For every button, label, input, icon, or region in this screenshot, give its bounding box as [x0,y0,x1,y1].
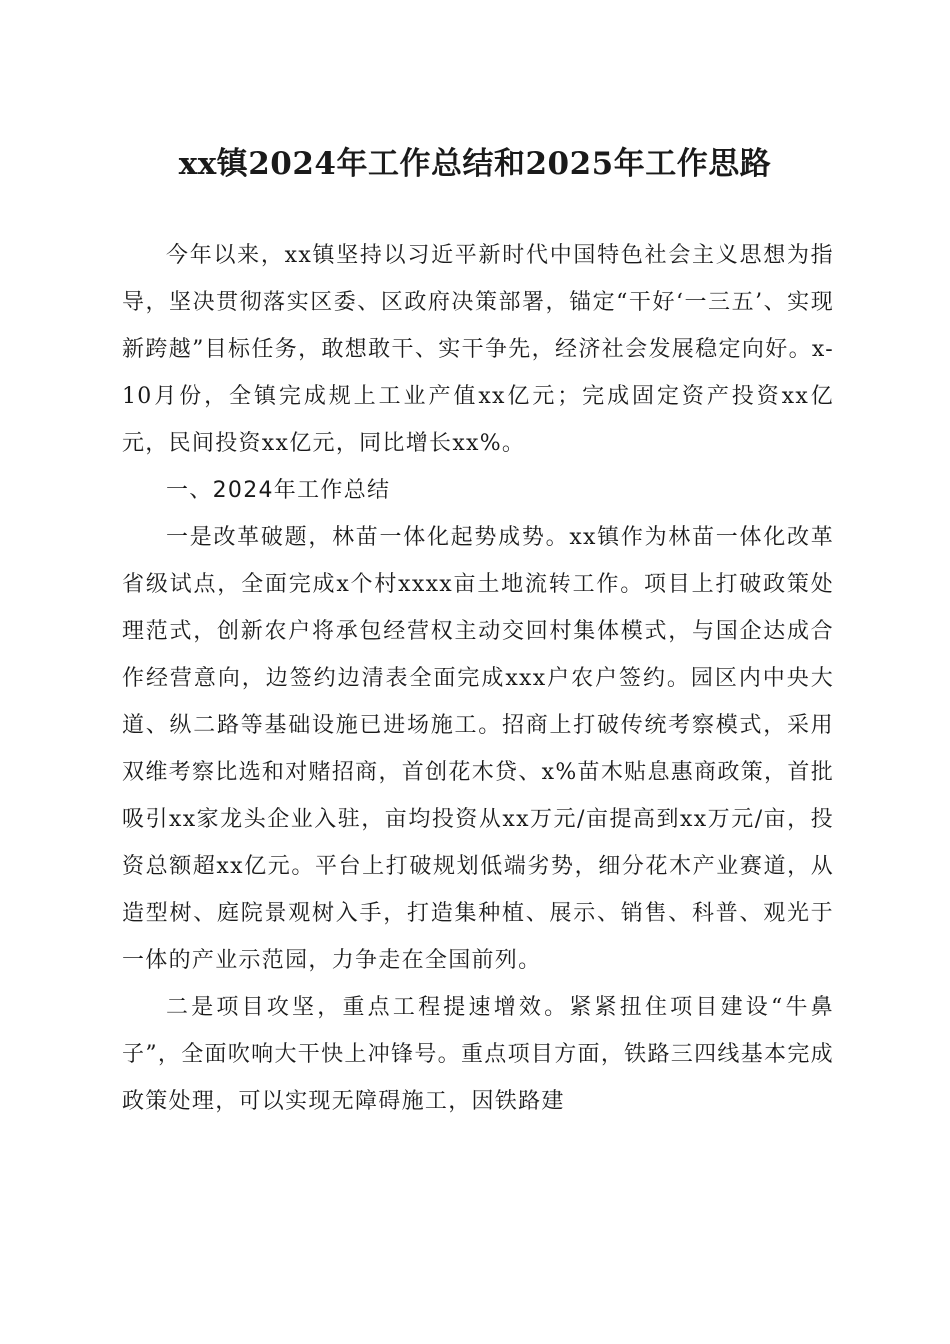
document-body [122,232,834,1125]
section-heading: 一、2024年工作总结 [166,478,391,503]
intro-paragraph: 今年以来，xx镇坚持以习近平新时代中国特色社会主义思想为指导，坚决贯彻落实区委、区政府决策部署，锚定“干好‘一三五’、实现新跨越”目标任务，敢想敢干、实干争先，经济社会发展稳定向好。x-10月份，全镇完成规上工业产值xx亿元；完成固定资产投资xx亿元，民间投资xx亿元，同比增长xx%。 [122,243,834,456]
summary-item-1-lead: 一是改革破题，林苗一体化起势成势。 [166,525,570,550]
summary-item-2-text: 紧紧扭住项目建设“牛鼻子”，全面吹响大干快上冲锋号。重点项目方面，铁路三四线基本完成政策处理，可以实现无障碍施工，因铁路建 [122,995,834,1114]
summary-item-2-lead: 二是项目攻坚，重点工程提速增效。 [166,995,570,1020]
document-title: xx镇2024年工作总结和2025年工作思路 [178,146,772,182]
summary-item-2 [122,984,834,1125]
summary-item-1 [122,514,834,984]
summary-item-1-text: xx镇作为林苗一体化改革省级试点，全面完成x个村xxxx亩土地流转工作。项目上打破政策处理范式，创新农户将承包经营权主动交回村集体模式，与国企达成合作经营意向，边签约边清表全面完成xxx户农户签约。园区内中央大道、纵二路等基础设施已进场施工。招商上打破传统考察模式，采用双维考察比选和对赌招商，首创花木贷、x%苗木贴息惠商政策，首批吸引xx家龙头企业入驻，亩均投资从xx万元/亩提高到xx万元/亩，投资总额超xx亿元。平台上打破规划低端劣势，细分花木产业赛道，从造型树、庭院景观树入手，打造集种植、展示、销售、科普、观光于一体的产业示范园，力争走在全国前列。 [122,525,834,973]
